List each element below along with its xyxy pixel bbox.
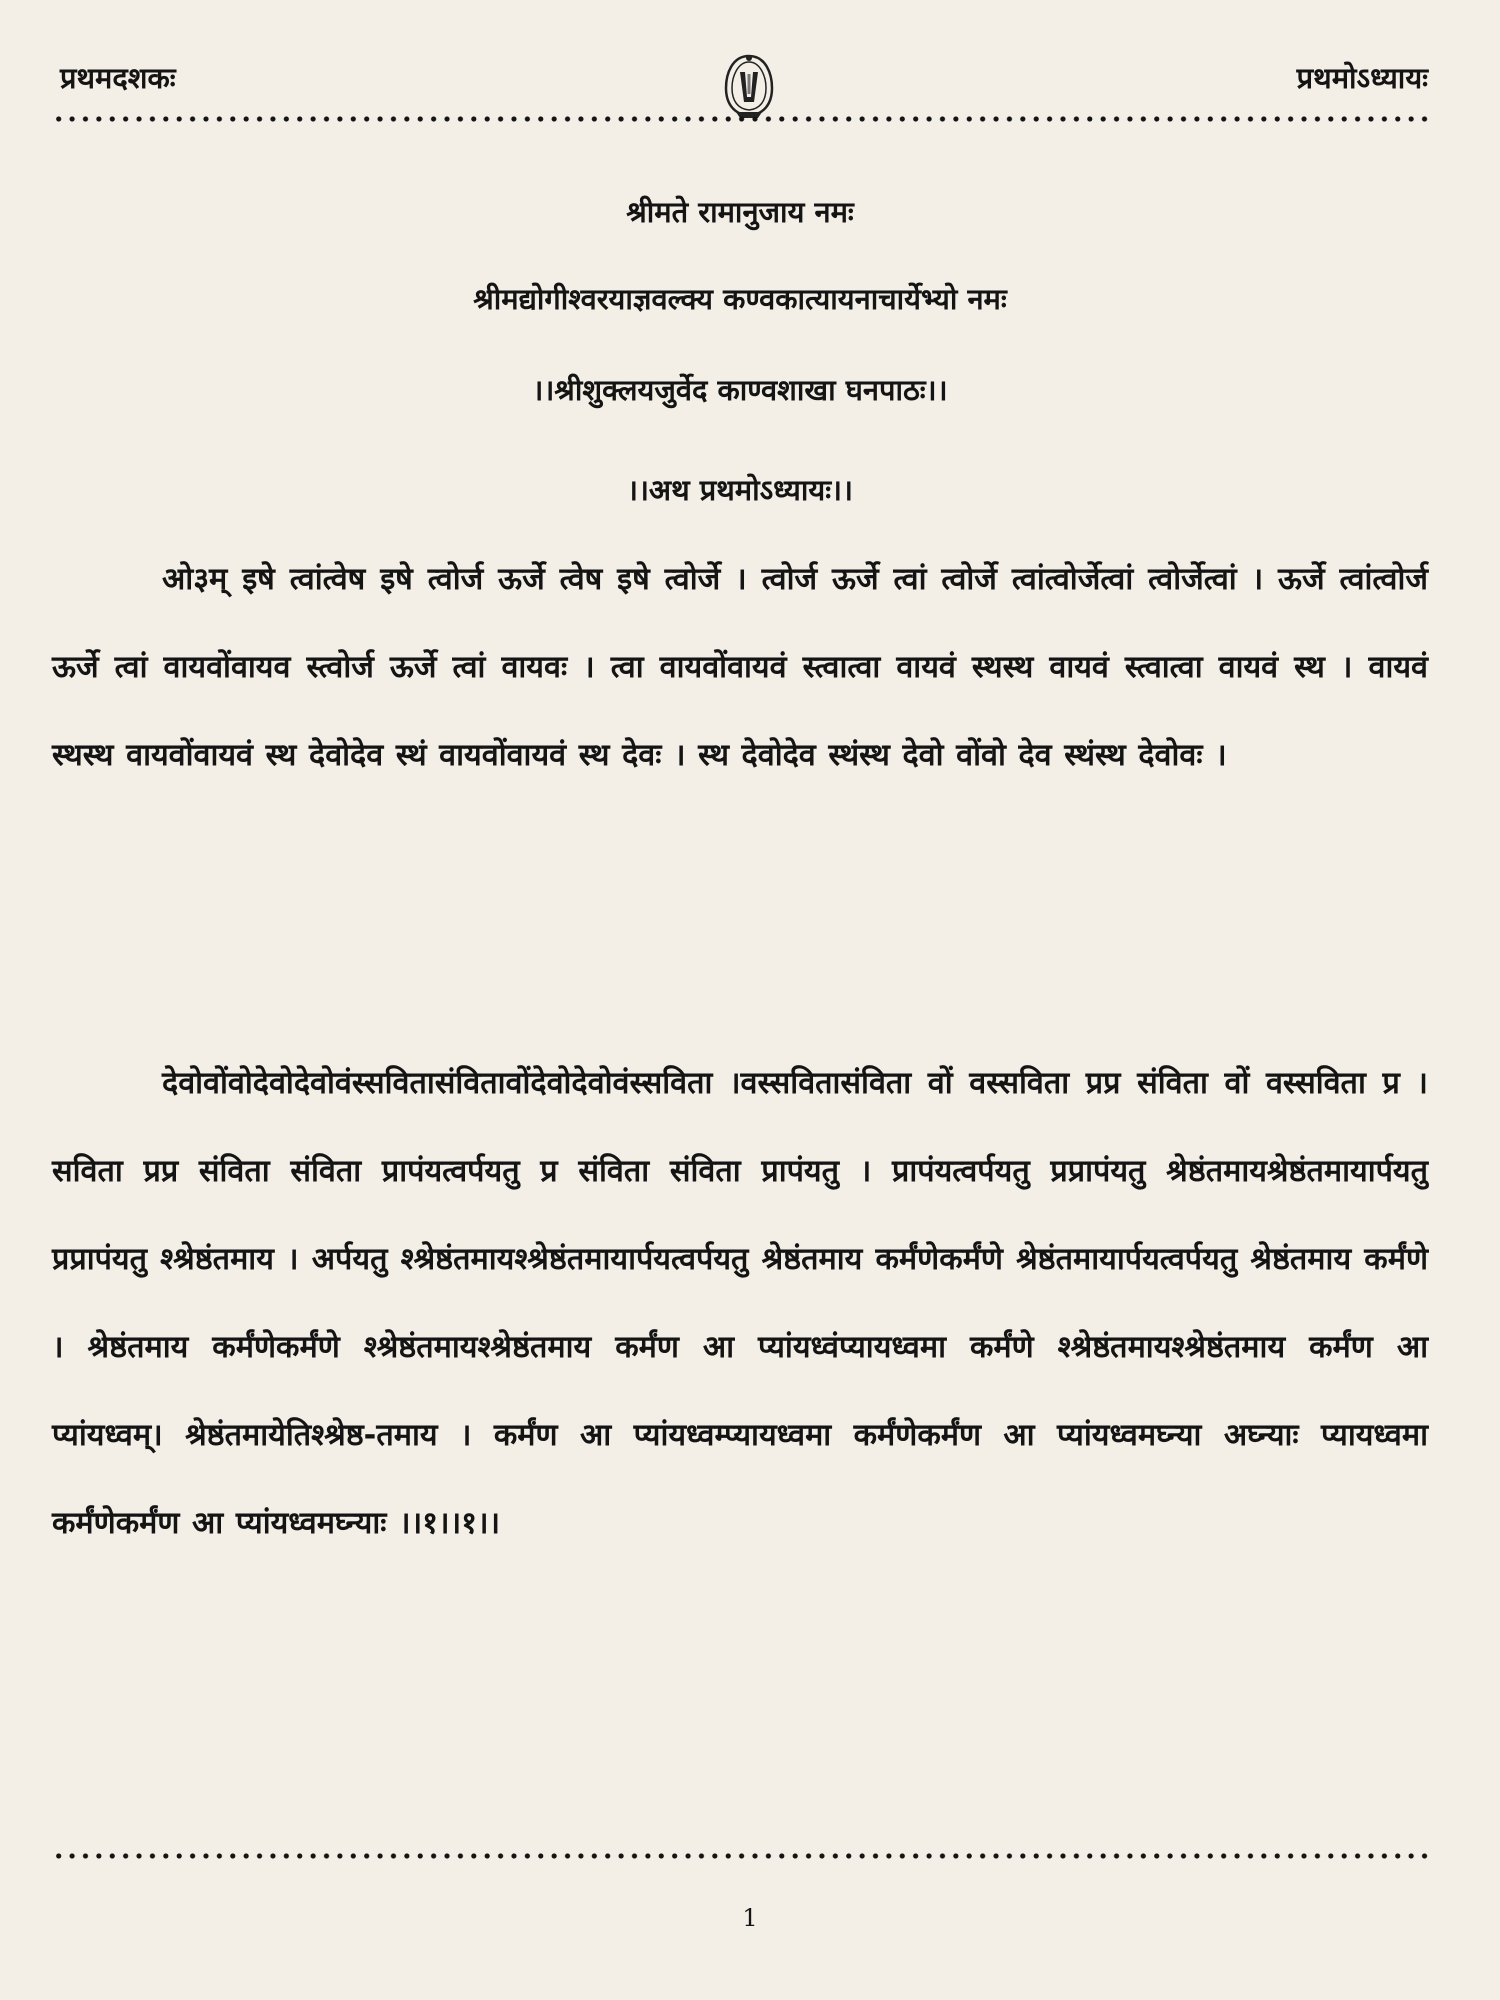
page-number: 1 bbox=[742, 1904, 758, 1932]
running-header bbox=[60, 58, 1428, 118]
ghanapatha-paragraph-2: देवोवोंवोदेवोदेवोवंस्सवितासंवितावोंदेवोदेवोवंस्सविता ।वस्सवितासंविता वों वस्सविता प्रप्र संविता वों वस्सविता प्र । सविता प्रप्र संविता संविता प्रापंयत्वर्पयतु प्र संविता संविता प्रापंयतु । प्रापंयत्वर्पयतु प्रप्रापंयतु श्रेष्ठंतमायश्रेष्ठंतमायार्पयतु प्रप्रापंयतु श्श्रेष्ठंतमाय । अर्पयतु श्श्रेष्ठंतमायश्श्रेष्ठंतमायार्पयत्वर्पयतु श्रेष्ठंतमाय कर्मंणेकर्मंणे श्रेष्ठंतमायार्पयत्वर्पयतु श्रेष्ठंतमाय कर्मंणे । श्रेष्ठंतमाय कर्मंणेकर्मंणे श्श्रेष्ठंतमायश्श्रेष्ठंतमाय कर्मंण आ प्यांयध्वंप्यायध्वमा कर्मंणे श्श्रेष्ठंतमायश्श्रेष्ठंतमाय कर्मंण आ प्यांयध्वम्। श्रेष्ठंतमायेतिश्श्रेष्ठ-तमाय । कर्मंण आ प्यांयध्वम्प्यायध्वमा कर्मंणेकर्मंण आ प्यांयध्वमघ्न्या अघ्न्याः प्यायध्वमा कर्मंणेकर्मंण आ प्यांयध्वमघ्न्याः ।।१।।१।। bbox=[52, 1066, 1428, 1541]
top-dotted-rule bbox=[52, 116, 1428, 122]
header-section-title: प्रथमदशकः bbox=[60, 61, 176, 95]
text-title: ।।श्रीशुक्लयजुर्वेद काण्वशाखा घनपाठः।। bbox=[532, 373, 948, 407]
chapter-title: ।।अथ प्रथमोऽध्यायः।। bbox=[626, 473, 854, 507]
header-chapter-title: प्रथमोऽध्यायः bbox=[1296, 61, 1428, 95]
bottom-dotted-rule bbox=[52, 1853, 1428, 1859]
vaishnava-tilak-emblem-icon bbox=[720, 52, 778, 120]
invocation-line-2: श्रीमद्योगीश्वरयाज्ञवल्क्य कण्वकात्यायनाचार्येभ्यो नमः bbox=[473, 282, 1007, 316]
ghanapatha-paragraph-1: ओ३म् इषे त्वांत्वेष इषे त्वोर्ज ऊर्जे त्वेष इषे त्वोर्जे । त्वोर्ज ऊर्जे त्वां त्वोर्जे त्वांत्वोर्जेत्वां त्वोर्जेत्वां । ऊर्जे त्वांत्वोर्ज ऊर्जे त्वां वायवोंवायव स्त्वोर्ज ऊर्जे त्वां वायवः । त्वा वायवोंवायवं स्त्वात्वा वायवं स्थस्थ वायवं स्त्वात्वा वायवं स्थ । वायवं स्थस्थ वायवोंवायवं स्थ देवोदेव स्थं वायवोंवायवं स्थ देवः । स्थ देवोदेव स्थंस्थ देवो वोंवो देव स्थंस्थ देवोवः । bbox=[52, 562, 1428, 773]
invocation-line-1: श्रीमते रामानुजाय नमः bbox=[626, 195, 854, 229]
